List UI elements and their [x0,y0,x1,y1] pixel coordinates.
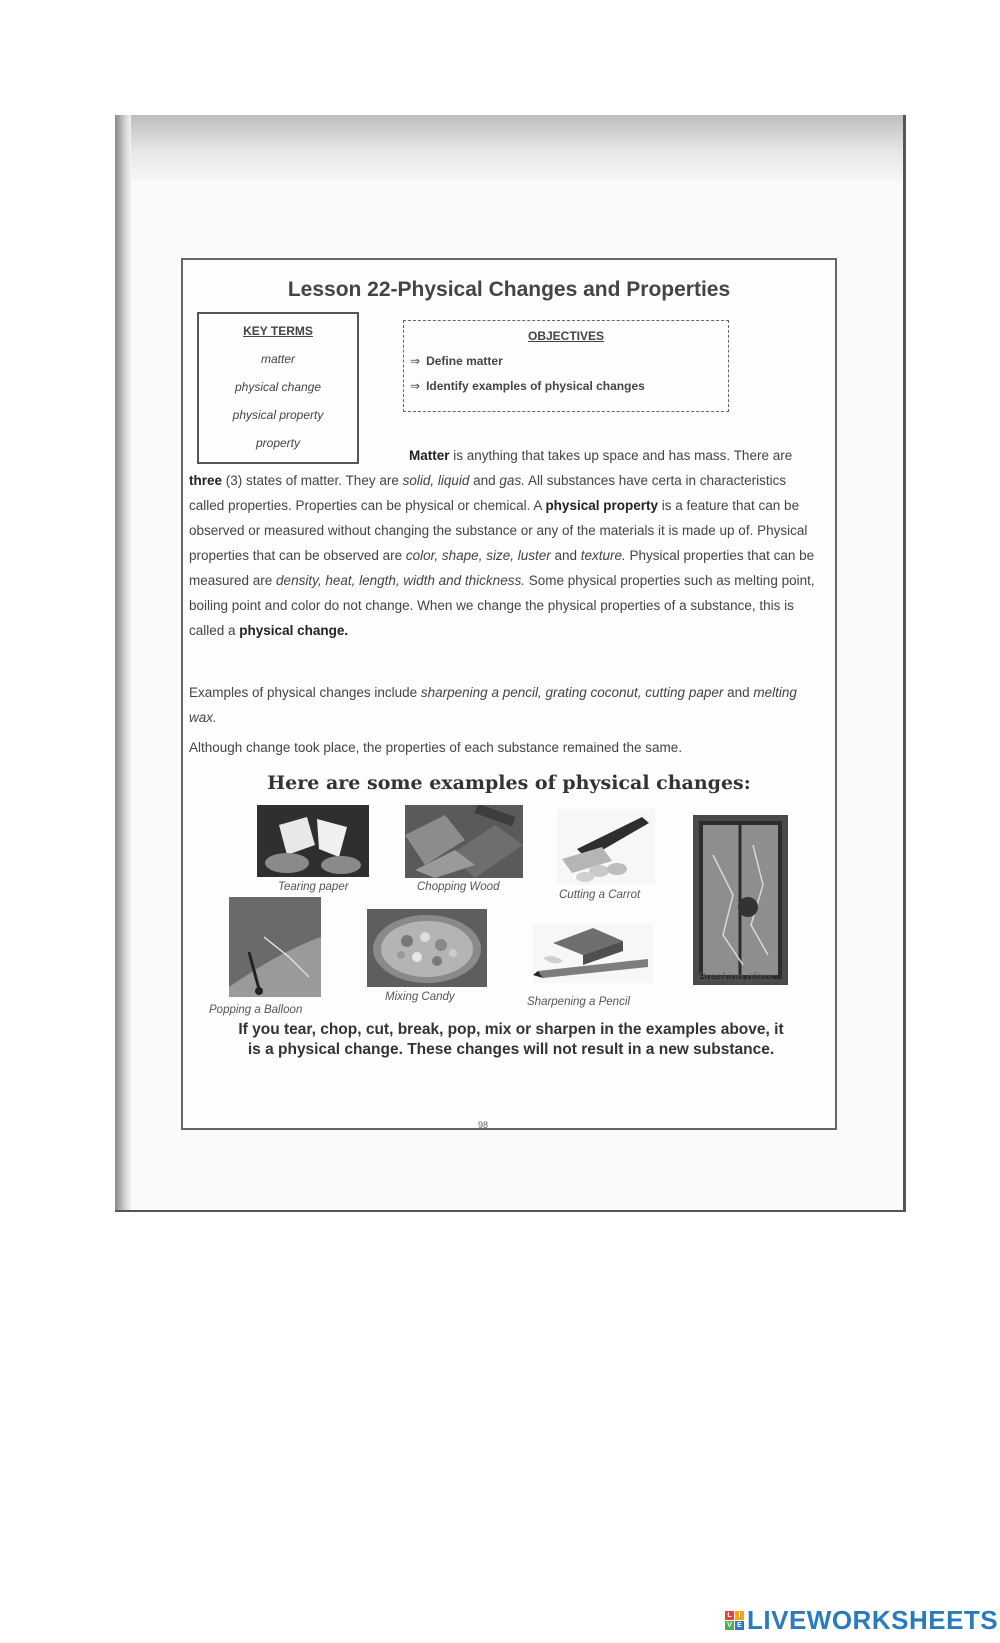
examples-heading: Here are some examples of physical changes: [267,772,751,794]
caption-cutting: Cutting a Carrot [559,889,641,901]
chopping-wood-image [405,805,523,878]
example-wax: melting wax. [189,685,797,725]
cutting-carrot-illustration [557,809,655,885]
objective-text: Define matter [426,354,503,368]
breaking-glass-illustration [693,815,788,985]
arrow-right-icon: ⇒ [410,379,421,393]
logo-letter: I [735,1611,744,1620]
scan-right-edge [903,115,906,1210]
objective-text: Identify examples of physical changes [426,379,645,393]
logo-letter: L [725,1611,734,1620]
caption-chopping: Chopping Wood [417,881,500,893]
key-term-item: physical change [234,380,322,394]
tearing-paper-illustration [257,805,369,877]
paragraph-examples [189,680,825,730]
sharpening-pencil-illustration [533,923,653,983]
logo-letter: E [735,1621,744,1630]
term-matter: Matter [409,448,450,463]
logo-letter: V [725,1621,734,1630]
caption-sharpening: Sharpening a Pencil [527,996,630,1008]
caption-breaking: Breaking glass [698,972,774,984]
measured-properties: density, heat, length, width and thickness. [276,573,525,588]
mixing-candy-image [367,909,487,987]
paragraph-text: (3) states of matter. They are [222,473,403,488]
term-texture: texture. [580,548,626,563]
term-gas: gas. [499,473,525,488]
key-terms-heading: KEY TERMS [243,324,313,338]
caption-mixing: Mixing Candy [385,991,455,1003]
cutting-carrot-image [557,809,655,885]
paragraph-text: Some physical properties such as melting point, boiling point and color do not change. When we change the physical properties of a substance, this is called a [189,573,815,638]
popping-balloon-illustration [229,897,321,997]
caption-tearing: Tearing paper [278,881,349,893]
arrow-right-icon: ⇒ [410,354,421,368]
objectives-heading: OBJECTIVES [527,329,605,343]
paragraph-text: Physical properties that can be measured are [189,548,815,588]
liveworksheets-logo[interactable] [725,1605,998,1636]
paragraph-conclusion: Although change took place, the properties of each substance remained the same. [189,740,683,755]
sharpening-pencil-image [533,923,653,983]
page-number: 98 [478,1120,489,1130]
scan-top-shadow [115,115,906,180]
term-physical-property: physical property [545,498,658,513]
term-three: three [189,473,223,488]
examples-list: sharpening a pencil, grating coconut, cutting paper [420,685,724,700]
objective-item [410,354,728,368]
paragraph-text: Examples of physical changes include [189,685,421,700]
breaking-glass-image [693,815,788,985]
mixing-candy-illustration [367,909,487,987]
lesson-box [181,258,837,1130]
summary-text: If you tear, chop, cut, break, pop, mix or sharpen in the examples above, it is a physical change. These changes will not result in a new substance. [238,1021,784,1058]
key-term-item: matter [260,352,295,366]
paragraph-text: and [550,548,581,563]
paragraph-text: and [469,473,500,488]
tearing-paper-image [257,805,369,877]
key-term-item: physical property [232,408,324,422]
paragraph-matter [189,443,825,643]
brand-name: LIVEWORKSHEETS [747,1605,999,1635]
paragraph-text: and [723,685,754,700]
term-solid-liquid: solid, liquid [402,473,470,488]
popping-balloon-image [229,897,321,997]
observed-properties: color, shape, size, luster [405,548,551,563]
term-physical-change: physical change. [239,623,349,638]
paragraph-text: All substances have certa in characteristics called properties. Properties can be physical or chemical. A [189,473,787,513]
logo-grid-icon [725,1611,744,1630]
key-term-item: property [255,436,301,450]
chopping-wood-illustration [405,805,523,878]
objectives-box [403,320,729,412]
paragraph-text: is a feature that can be observed or measured without changing the substance or any of the materials it is made up of. Physical properties that can be observed are [189,498,808,563]
paragraph-text: is anything that takes up space and has mass. There are [449,448,793,463]
objective-item [410,379,728,393]
key-terms-box [197,312,359,464]
caption-popping: Popping a Balloon [209,1004,303,1016]
scan-binding-shadow [115,115,131,1210]
lesson-title: Lesson 22-Physical Changes and Properties [287,278,731,301]
